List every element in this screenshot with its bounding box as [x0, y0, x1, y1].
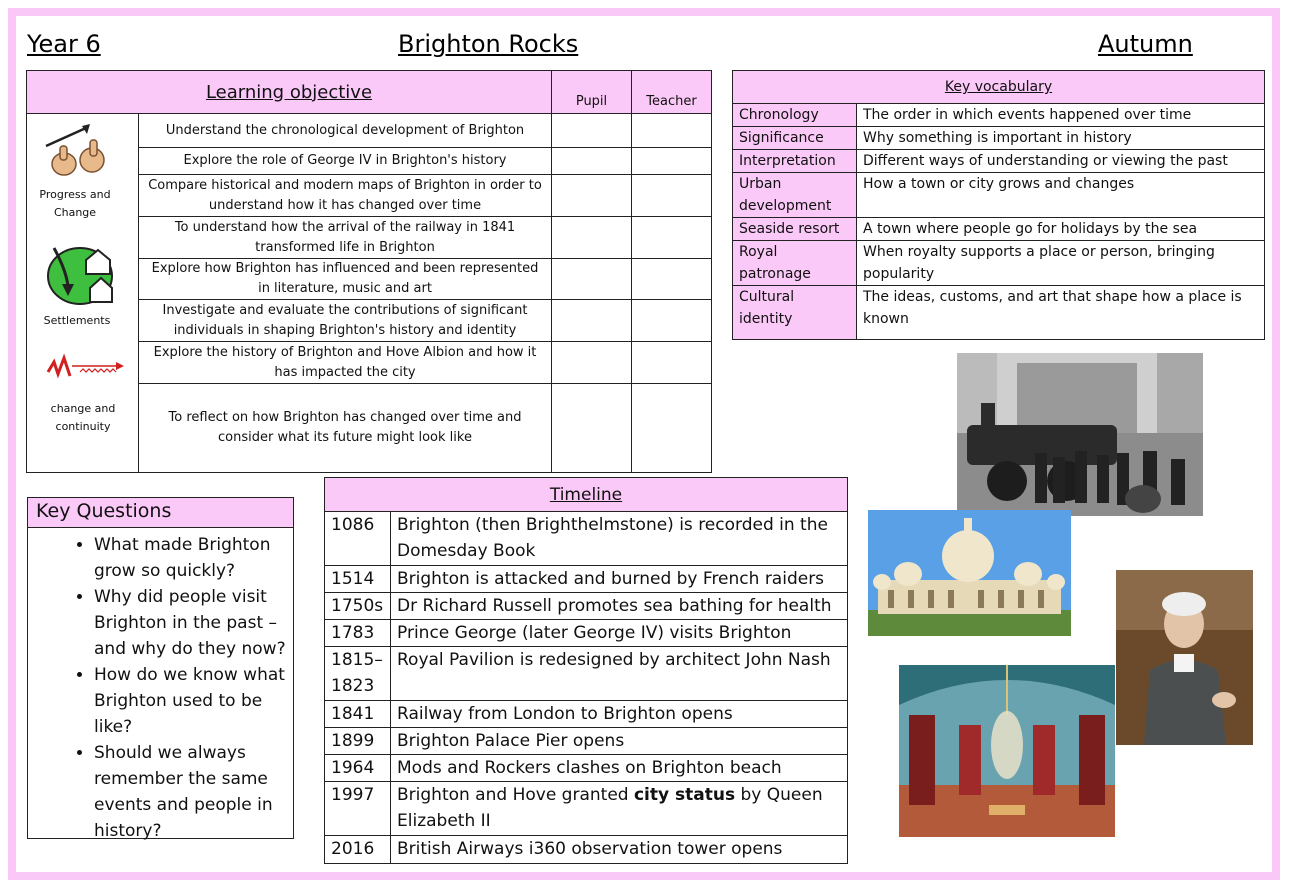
timeline-event: Mods and Rockers clashes on Brighton beach	[391, 755, 848, 782]
pupil-check[interactable]	[552, 342, 632, 384]
key-questions-header: Key Questions	[28, 498, 293, 528]
timeline-event: Brighton Palace Pier opens	[391, 728, 848, 755]
timeline-event: Royal Pavilion is redesigned by architect John Nash	[391, 647, 848, 701]
vocab-term: Significance	[733, 127, 857, 150]
vocab-definition: Different ways of understanding or viewing the past	[857, 150, 1265, 173]
timeline-year: 1815–1823	[325, 647, 391, 701]
teacher-check[interactable]	[632, 342, 712, 384]
pupil-check[interactable]	[552, 114, 632, 148]
pupil-check[interactable]	[552, 259, 632, 300]
timeline-event: British Airways i360 observation tower opens	[391, 836, 848, 864]
timeline-year: 1750s	[325, 593, 391, 620]
timeline-event: Prince George (later George IV) visits Brighton	[391, 620, 848, 647]
timeline-year: 1899	[325, 728, 391, 755]
timeline-year: 1086	[325, 512, 391, 566]
change-and-continuity-icon	[44, 352, 126, 386]
key-question: • Should we always remember the same events and people in history?	[94, 740, 293, 844]
steam-train-photo	[957, 353, 1203, 516]
pupil-check[interactable]	[552, 148, 632, 175]
timeline-event-text: by Queen Elizabeth II	[397, 785, 823, 831]
teacher-check[interactable]	[632, 175, 712, 217]
vocab-term: Cultural identity	[733, 286, 857, 340]
year-title: Year 6	[27, 30, 101, 58]
vocab-definition: Why something is important in history	[857, 127, 1265, 150]
key-questions-list	[28, 532, 293, 844]
timeline-year: 1997	[325, 782, 391, 836]
vocab-term: Interpretation	[733, 150, 857, 173]
key-question: • How do we know what Brighton used to be like?	[94, 662, 293, 740]
pupil-check[interactable]	[552, 175, 632, 217]
pupil-check[interactable]	[552, 384, 632, 473]
progress-and-change-icon	[42, 122, 110, 180]
key-questions-box	[27, 497, 294, 839]
key-question: • What made Brighton grow so quickly?	[94, 532, 293, 584]
topic-title: Brighton Rocks	[398, 30, 579, 58]
progress-and-change-label: Progress and Change	[39, 188, 111, 219]
teacher-check[interactable]	[632, 300, 712, 342]
teacher-check[interactable]	[632, 114, 712, 148]
vocab-definition: A town where people go for holidays by the sea	[857, 218, 1265, 241]
learning-objective-header: Learning objective	[27, 71, 552, 114]
objective-row: Compare historical and modern maps of Brighton in order to understand how it has changed over time	[139, 175, 552, 217]
timeline-year: 1841	[325, 701, 391, 728]
timeline-event: Brighton (then Brighthelmstone) is recorded in the Domesday Book	[391, 512, 848, 566]
key-question: • Why did people visit Brighton in the past – and why do they now?	[94, 584, 293, 662]
vocab-definition: The ideas, customs, and art that shape how a place is known	[857, 286, 1265, 340]
timeline-event-bold: city status	[633, 785, 736, 805]
timeline-year: 1964	[325, 755, 391, 782]
portrait-painting	[1116, 570, 1253, 745]
pupil-header: Pupil	[552, 71, 632, 114]
timeline-event: Railway from London to Brighton opens	[391, 701, 848, 728]
teacher-check[interactable]	[632, 217, 712, 259]
timeline-event: Dr Richard Russell promotes sea bathing for health	[391, 593, 848, 620]
objective-row: Understand the chronological development of Brighton	[139, 114, 552, 148]
pupil-check[interactable]	[552, 217, 632, 259]
timeline-event	[391, 782, 848, 836]
vocab-definition: How a town or city grows and changes	[857, 173, 1265, 218]
timeline-header: Timeline	[325, 478, 848, 512]
objective-row: Explore the role of George IV in Brighton's history	[139, 148, 552, 175]
vocab-definition: When royalty supports a place or person, bringing popularity	[857, 241, 1265, 286]
vocab-definition: The order in which events happened over time	[857, 104, 1265, 127]
timeline-event-text: Brighton and Hove granted	[397, 785, 634, 805]
objective-row: Investigate and evaluate the contributions of significant individuals in shaping Brighton's history and identity	[139, 300, 552, 342]
timeline-event: Brighton is attacked and burned by French raiders	[391, 566, 848, 593]
objective-row: To reflect on how Brighton has changed over time and consider what its future might look like	[139, 384, 552, 473]
vocab-term: Urban development	[733, 173, 857, 218]
change-and-continuity-label: change and continuity	[50, 402, 116, 433]
timeline-year: 1514	[325, 566, 391, 593]
objective-row: Explore how Brighton has influenced and been represented in literature, music and art	[139, 259, 552, 300]
pupil-check[interactable]	[552, 300, 632, 342]
key-vocabulary-header: Key vocabulary	[733, 71, 1265, 104]
vocab-term: Royal patronage	[733, 241, 857, 286]
settlements-label: Settlements	[43, 314, 111, 327]
timeline-table	[324, 477, 848, 864]
vocab-term: Chronology	[733, 104, 857, 127]
key-vocabulary-table	[732, 70, 1265, 340]
timeline-year: 1783	[325, 620, 391, 647]
teacher-header: Teacher	[632, 71, 712, 114]
timeline-year: 2016	[325, 836, 391, 864]
teacher-check[interactable]	[632, 259, 712, 300]
royal-pavilion-photo	[868, 510, 1071, 636]
teacher-check[interactable]	[632, 148, 712, 175]
objective-row: Explore the history of Brighton and Hove Albion and how it has impacted the city	[139, 342, 552, 384]
objective-row: To understand how the arrival of the railway in 1841 transformed life in Brighton	[139, 217, 552, 259]
teacher-check[interactable]	[632, 384, 712, 473]
pavilion-interior-painting	[899, 665, 1115, 837]
settlements-icon	[46, 240, 118, 308]
vocab-term: Seaside resort	[733, 218, 857, 241]
term-title: Autumn	[1098, 30, 1193, 58]
